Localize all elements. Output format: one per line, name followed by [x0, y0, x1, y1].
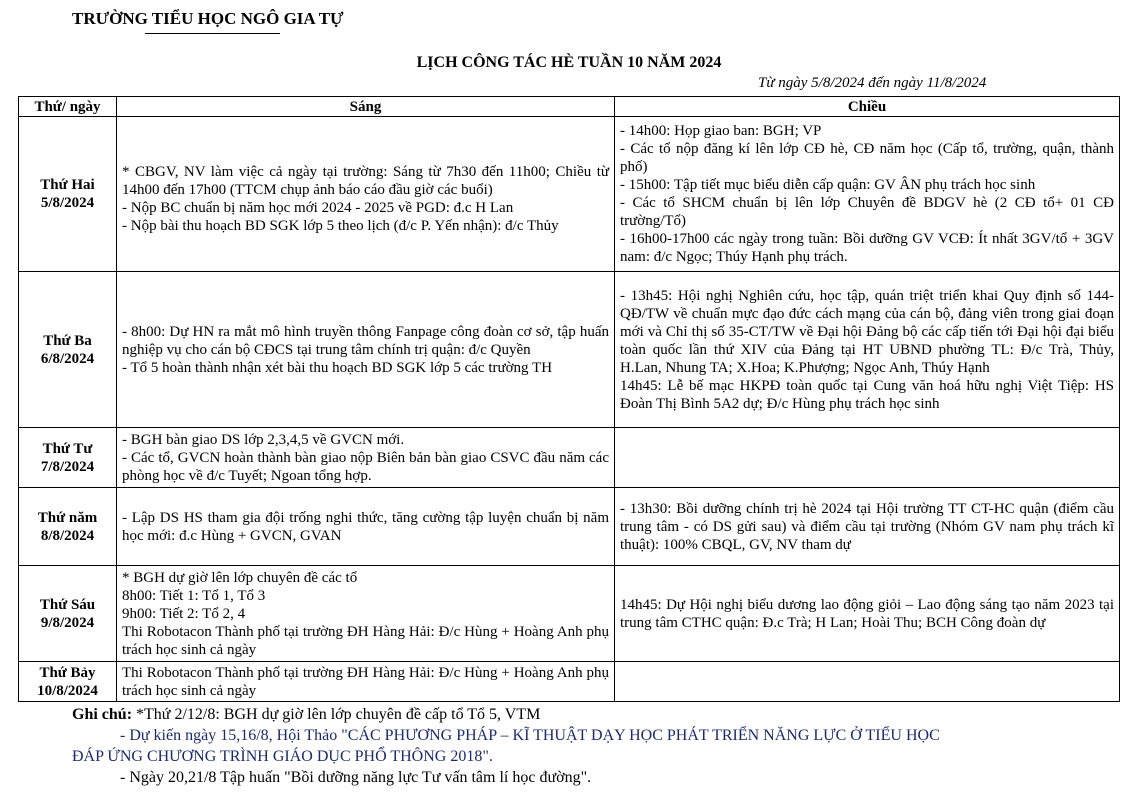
- day-cell: [19, 662, 117, 702]
- morning-item: 9h00: Tiết 2: Tổ 2, 4: [122, 605, 246, 622]
- note-second-a: - Dự kiến ngày 15,16/8, Hội Thảo "CÁC PHƯƠNG PHÁP – KĨ THUẬT DẠY HỌC PHÁT TRIỂN NĂNG LỰC Ở TIỂU HỌC: [120, 727, 940, 744]
- morning-item: * BGH dự giờ lên lớp chuyên đề các tổ: [122, 569, 358, 586]
- afternoon-cell: [615, 272, 1120, 428]
- notes-label: Ghi chú:: [72, 706, 133, 723]
- afternoon-cell: [615, 566, 1120, 662]
- day-cell: [19, 272, 117, 428]
- afternoon-item: - Các tổ nộp đăng kí lên lớp CĐ hè, CĐ năm học (Cấp tổ, trường, quận, thành phố): [620, 141, 1114, 175]
- morning-item: - Tổ 5 hoàn thành nhận xét bài thu hoạch BD SGK lớp 5 các trường TH: [122, 359, 553, 376]
- day-date: 6/8/2024: [40, 350, 95, 367]
- day-name: Thứ Tư: [42, 440, 93, 457]
- morning-item: * CBGV, NV làm việc cả ngày tại trường: Sáng từ 7h30 đến 11h00; Chiều từ 14h00 đến 17h00 (TTCM chụp ảnh báo cáo đầu giờ các buổi): [122, 164, 609, 198]
- day-cell: [19, 428, 117, 488]
- date-range: Từ ngày 5/8/2024 đến ngày 11/8/2024: [758, 75, 987, 91]
- note-second-b: ĐÁP ỨNG CHƯƠNG TRÌNH GIÁO DỤC PHỔ THÔNG 2018".: [72, 748, 493, 765]
- morning-item: - Các tổ, GVCN hoàn thành bàn giao nộp Biên bản bàn giao CSVC đầu năm các phòng học về đ/c Tuyết; Ngoan tổng hợp.: [122, 449, 609, 484]
- morning-item: 8h00: Tiết 1: Tổ 1, Tổ 3: [122, 587, 266, 604]
- table-row: [19, 117, 1120, 272]
- notes-section: [72, 704, 1122, 788]
- note-first: [72, 704, 1122, 725]
- afternoon-cell: [615, 117, 1120, 272]
- table-row: [19, 272, 1120, 428]
- table-row: [19, 488, 1120, 566]
- morning-item: Thi Robotacon Thành phố tại trường ĐH Hàng Hải: Đ/c Hùng + Hoàng Anh phụ trách học sinh cả ngày: [122, 664, 609, 699]
- column-header-day: Thứ/ ngày: [19, 97, 117, 117]
- morning-cell: [117, 662, 615, 702]
- afternoon-item: - 16h00-17h00 các ngày trong tuần: Bồi dưỡng GV VCĐ: Ít nhất 3GV/tổ + 3GV nam: đ/c Ngọc; Thúy Hạnh phụ trách.: [620, 231, 1114, 265]
- day-date: 7/8/2024: [40, 458, 95, 475]
- school-underline: [145, 33, 280, 34]
- morning-cell: [117, 272, 615, 428]
- morning-item: - BGH bàn giao DS lớp 2,3,4,5 về GVCN mới.: [122, 431, 405, 448]
- day-date: 10/8/2024: [37, 682, 98, 699]
- day-date: 9/8/2024: [40, 614, 95, 631]
- table-row: [19, 662, 1120, 702]
- day-name: Thứ năm: [37, 509, 98, 526]
- column-header-morning: Sáng: [117, 97, 615, 117]
- day-name: Thứ Hai: [40, 177, 95, 193]
- afternoon-item: - 14h00: Họp giao ban: BGH; VP: [620, 123, 822, 139]
- morning-cell: [117, 117, 615, 272]
- column-header-afternoon: Chiều: [615, 97, 1120, 117]
- afternoon-item: - 13h45: Hội nghị Nghiên cứu, học tập, quán triệt triển khai Quy định số 144-QĐ/TW về chuẩn mực đạo đức cách mạng của cán bộ, đảng viên trong giai đoạn mới và Chỉ thị số 35-CT/TW về Đại hội Đảng bộ các cấp tiến tới Đại hội đại biểu toàn quốc lần thứ XIV của Đảng tại HT UBND phường TL: Đ/c Trà, Thủy, H.Lan, Nhung TA; X.Hoa; K.Phượng; Ngọc Anh, Thúy Hạnh: [620, 287, 1114, 376]
- table-row: [19, 428, 1120, 488]
- morning-item: - 8h00: Dự HN ra mắt mô hình truyền thông Fanpage công đoàn cơ sở, tập huấn nghiệp vụ cho cán bộ CĐCS tại trung tâm chính trị quận: đ/c Quyền: [122, 323, 609, 358]
- afternoon-cell: [615, 488, 1120, 566]
- note-third: - Ngày 20,21/8 Tập huấn "Bồi dưỡng năng lực Tư vấn tâm lí học đường".: [120, 769, 592, 786]
- afternoon-item: - 13h30: Bồi dưỡng chính trị hè 2024 tại Hội trường TT CT-HC quận (điểm cầu trung tâm - có DS gửi sau) và điểm cầu tại trường (Nhóm GV nam phụ trách kĩ thuật): 100% CBQL, GV, NV tham dự: [620, 500, 1114, 553]
- day-cell: [19, 117, 117, 272]
- table-header-row: [19, 97, 1120, 117]
- day-date: 5/8/2024: [40, 195, 95, 211]
- afternoon-item: 14h45: Lễ bế mạc HKPĐ toàn quốc tại Cung văn hoá hữu nghị Việt Tiệp: HS Đoàn Thị Bình 5A2 dự; Đ/c Hùng phụ trách học sinh: [620, 377, 1114, 412]
- table-row: [19, 566, 1120, 662]
- afternoon-item: - Các tổ SHCM chuẩn bị lên lớp Chuyên đề BDGV hè (2 CĐ tổ+ 01 CĐ trường/Tổ): [620, 195, 1114, 229]
- document-title: LỊCH CÔNG TÁC HÈ TUẦN 10 NĂM 2024: [416, 54, 722, 71]
- afternoon-cell: [615, 662, 1120, 702]
- day-name: Thứ Sáu: [39, 596, 96, 613]
- morning-cell: [117, 428, 615, 488]
- morning-cell: [117, 566, 615, 662]
- day-cell: [19, 488, 117, 566]
- day-name: Thứ Bảy: [39, 664, 96, 681]
- morning-item: - Lập DS HS tham gia đội trống nghi thức, tăng cường tập luyện chuẩn bị năm học mới: đ.c Hùng + GVCN, GVAN: [122, 509, 609, 544]
- afternoon-cell: [615, 428, 1120, 488]
- morning-cell: [117, 488, 615, 566]
- schedule-table: [18, 96, 1120, 702]
- afternoon-item: - 15h00: Tập tiết mục biểu diễn cấp quận: GV ÂN phụ trách học sinh: [620, 177, 1036, 193]
- morning-item: - Nộp bài thu hoạch BD SGK lớp 5 theo lịch (đ/c P. Yến nhận): đ/c Thủy: [122, 218, 559, 234]
- morning-item: - Nộp BC chuẩn bị năm học mới 2024 - 2025 về PGD: đ.c H Lan: [122, 200, 514, 216]
- day-cell: [19, 566, 117, 662]
- note-first-text: *Thứ 2/12/8: BGH dự giờ lên lớp chuyên đề cấp tổ Tổ 5, VTM: [132, 706, 541, 723]
- day-name: Thứ Ba: [43, 332, 92, 349]
- school-name: TRƯỜNG TIỂU HỌC NGÔ GIA TỰ: [72, 9, 344, 28]
- afternoon-item: 14h45: Dự Hội nghị biểu dương lao động giỏi – Lao động sáng tạo năm 2023 tại trung tâm CTHC quận: Đ.c Trà; H Lan; Hoài Thu; BCH Công đoàn dự: [620, 596, 1114, 631]
- day-date: 8/8/2024: [40, 527, 95, 544]
- morning-item: Thi Robotacon Thành phố tại trường ĐH Hàng Hải: Đ/c Hùng + Hoàng Anh phụ trách học sinh cả ngày: [122, 623, 609, 658]
